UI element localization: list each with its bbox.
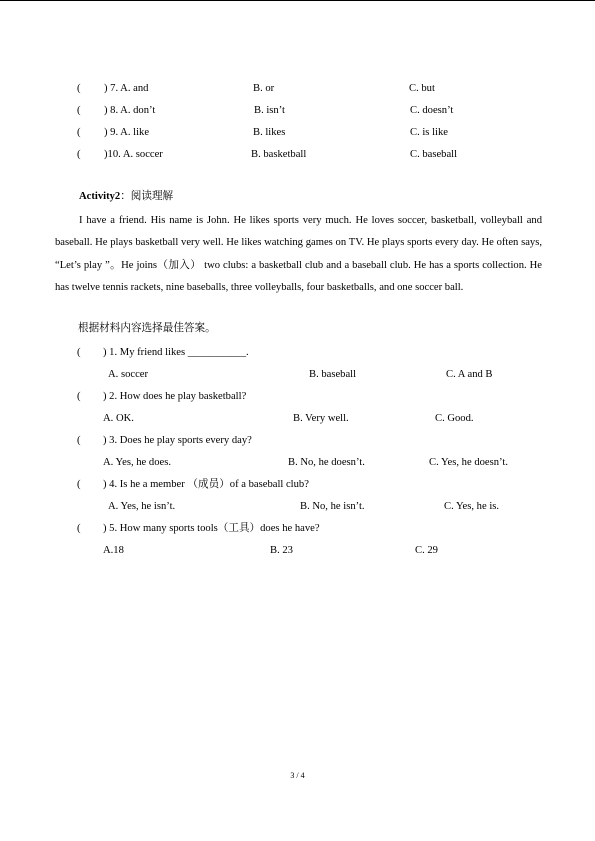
question-text: ) 5. How many sports tools（工具）does he have? (103, 523, 320, 534)
option-c: C. Good. (435, 413, 474, 424)
reading-passage: I have a friend. His name is John. He likes sports very much. He loves soccer, basketball, volleyball and baseball. He plays basketball very well. He likes watching games on TV. He plays sports every day. He often says, “Let’s play ”。He joins（加入） two clubs: a basketball club and a baseball club. He has a sports collection. He has twelve tennis rackets, nine baseballs, three volleyballs, four basketballs, and one soccer ball. (55, 215, 542, 293)
mc-stem: ) 9. A. like (104, 127, 150, 138)
option-a: A. Yes, he does. (103, 457, 171, 468)
activity-title: Activity2 (79, 191, 121, 202)
option-b: B. 23 (270, 545, 293, 556)
option-a: A. soccer (108, 369, 149, 380)
option-b: B. baseball (309, 369, 357, 380)
option-c: C. A and B (446, 369, 493, 380)
mc-stem: )10. A. soccer (104, 149, 163, 160)
header-rule (0, 0, 595, 1)
option-b: B. or (253, 83, 275, 94)
question-text: ) 3. Does he play sports every day? (103, 435, 252, 446)
question-text: ) 4. Is he a member （成员）of a baseball club? (103, 479, 309, 490)
option-c: C. Yes, he doesn’t. (429, 457, 508, 468)
answer-paren: ( (77, 435, 81, 446)
answer-paren: ( (77, 523, 81, 534)
mc-stem: ) 8. A. don’t (104, 105, 156, 116)
answer-paren: ( (77, 83, 81, 94)
option-b: B. basketball (251, 149, 307, 160)
activity-heading (79, 190, 173, 203)
answer-paren: ( (77, 391, 81, 402)
mc-stem: ) 7. A. and (104, 83, 149, 94)
option-c: C. Yes, he is. (444, 501, 500, 512)
activity-title-suffix: ：阅读理解 (120, 191, 174, 202)
option-a: A.18 (103, 545, 124, 556)
option-b: B. No, he isn’t. (300, 501, 365, 512)
page-number: 3 / 4 (290, 771, 305, 780)
answer-paren: ( (77, 149, 81, 160)
question-text: ) 1. My friend likes ___________. (103, 347, 249, 358)
option-b: B. No, he doesn’t. (288, 457, 365, 468)
option-b: B. isn’t (254, 105, 286, 116)
option-c: C. is like (410, 127, 448, 138)
answer-paren: ( (77, 479, 81, 490)
option-a: A. OK. (103, 413, 134, 424)
question-text: ) 2. How does he play basketball? (103, 391, 247, 402)
option-b: B. likes (253, 127, 286, 138)
option-c: C. 29 (415, 545, 438, 556)
option-c: C. but (409, 83, 435, 94)
answer-paren: ( (77, 127, 81, 138)
answer-paren: ( (77, 347, 81, 358)
option-c: C. baseball (410, 149, 458, 160)
option-a: A. Yes, he isn’t. (108, 501, 176, 512)
option-c: C. doesn’t (410, 105, 454, 116)
option-b: B. Very well. (293, 413, 349, 424)
answer-paren: ( (77, 105, 81, 116)
instruction-text: 根据材料内容选择最佳答案。 (78, 323, 216, 334)
